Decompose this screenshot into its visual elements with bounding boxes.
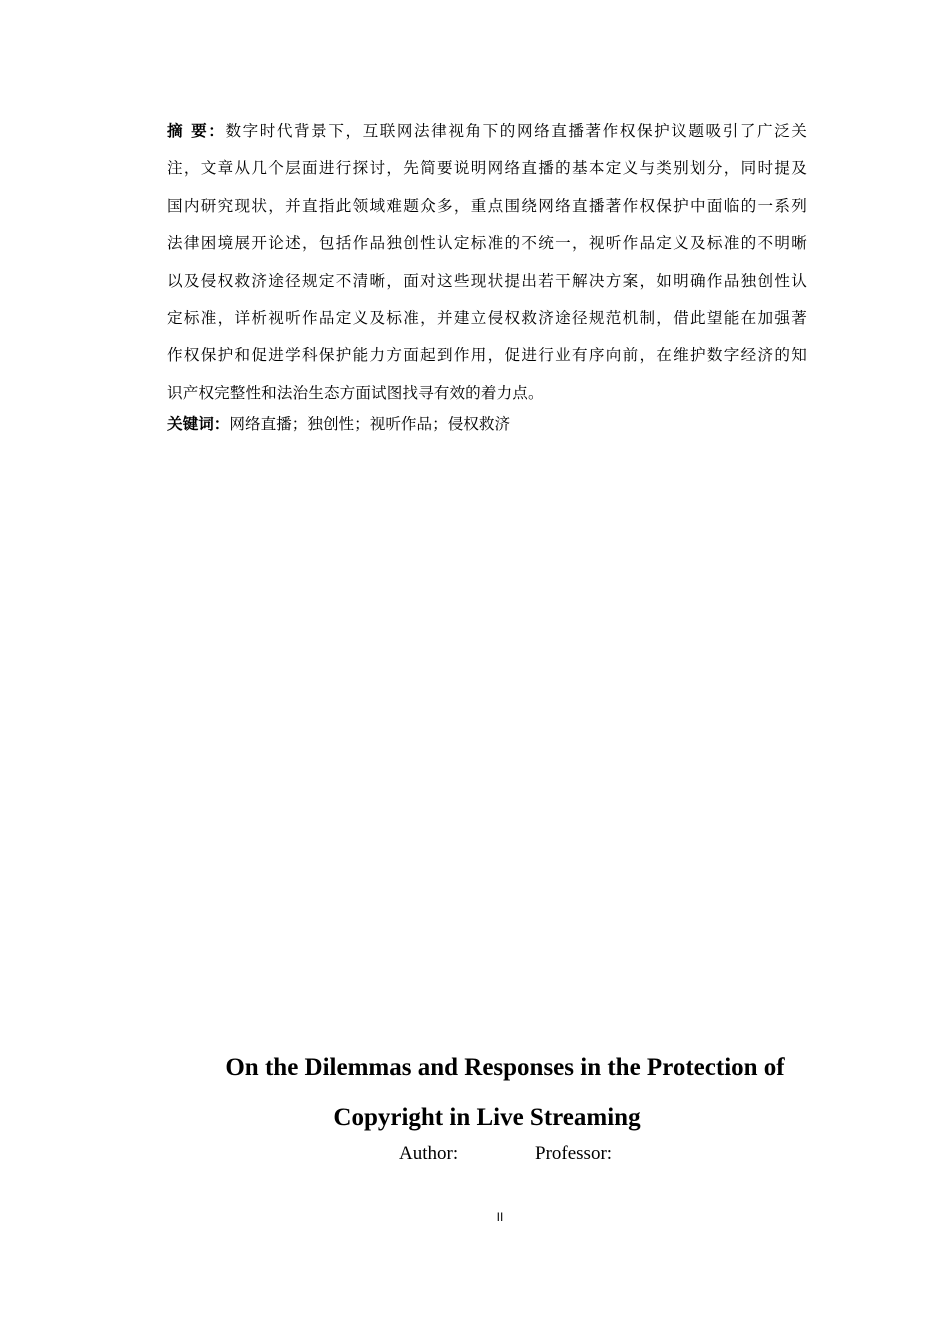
keywords-text: 网络直播；独创性；视听作品；侵权救济 xyxy=(229,415,511,433)
abstract-line: 法律困境展开论述，包括作品独创性认定标准的不统一，视听作品定义及标准的不明晰 xyxy=(167,234,807,253)
author-label: Author: xyxy=(399,1143,459,1164)
english-title-line-1: On the Dilemmas and Responses in the Protection of xyxy=(225,1054,785,1081)
abstract-line: 定标准，详析视听作品定义及标准，并建立侵权救济途径规范机制，借此望能在加强著 xyxy=(167,308,807,327)
abstract-line xyxy=(167,113,807,150)
english-title-line-2: Copyright in Live Streaming xyxy=(333,1104,641,1131)
professor-label: Professor: xyxy=(535,1143,613,1164)
page-number: II xyxy=(496,1210,504,1224)
abstract-line: 识产权完整性和法治生态方面试图找寻有效的着力点。 xyxy=(167,383,544,402)
abstract-section xyxy=(167,113,807,412)
abstract-line: 作权保护和促进学科保护能力方面起到作用，促进行业有序向前，在维护数字经济的知 xyxy=(167,346,807,365)
keywords-label: 关键词： xyxy=(167,415,230,433)
abstract-text: 数字时代背景下，互联网法律视角下的网络直播著作权保护议题吸引了广泛关 xyxy=(225,122,807,140)
keywords-section xyxy=(167,409,510,439)
abstract-label: 摘 要： xyxy=(167,122,226,140)
abstract-line: 注，文章从几个层面进行探讨，先简要说明网络直播的基本定义与类别划分，同时提及 xyxy=(167,159,807,178)
abstract-line: 国内研究现状，并直指此领域难题众多，重点围绕网络直播著作权保护中面临的一系列 xyxy=(167,196,807,215)
abstract-line: 以及侵权救济途径规定不清晰，面对这些现状提出若干解决方案，如明确作品独创性认 xyxy=(167,271,807,290)
